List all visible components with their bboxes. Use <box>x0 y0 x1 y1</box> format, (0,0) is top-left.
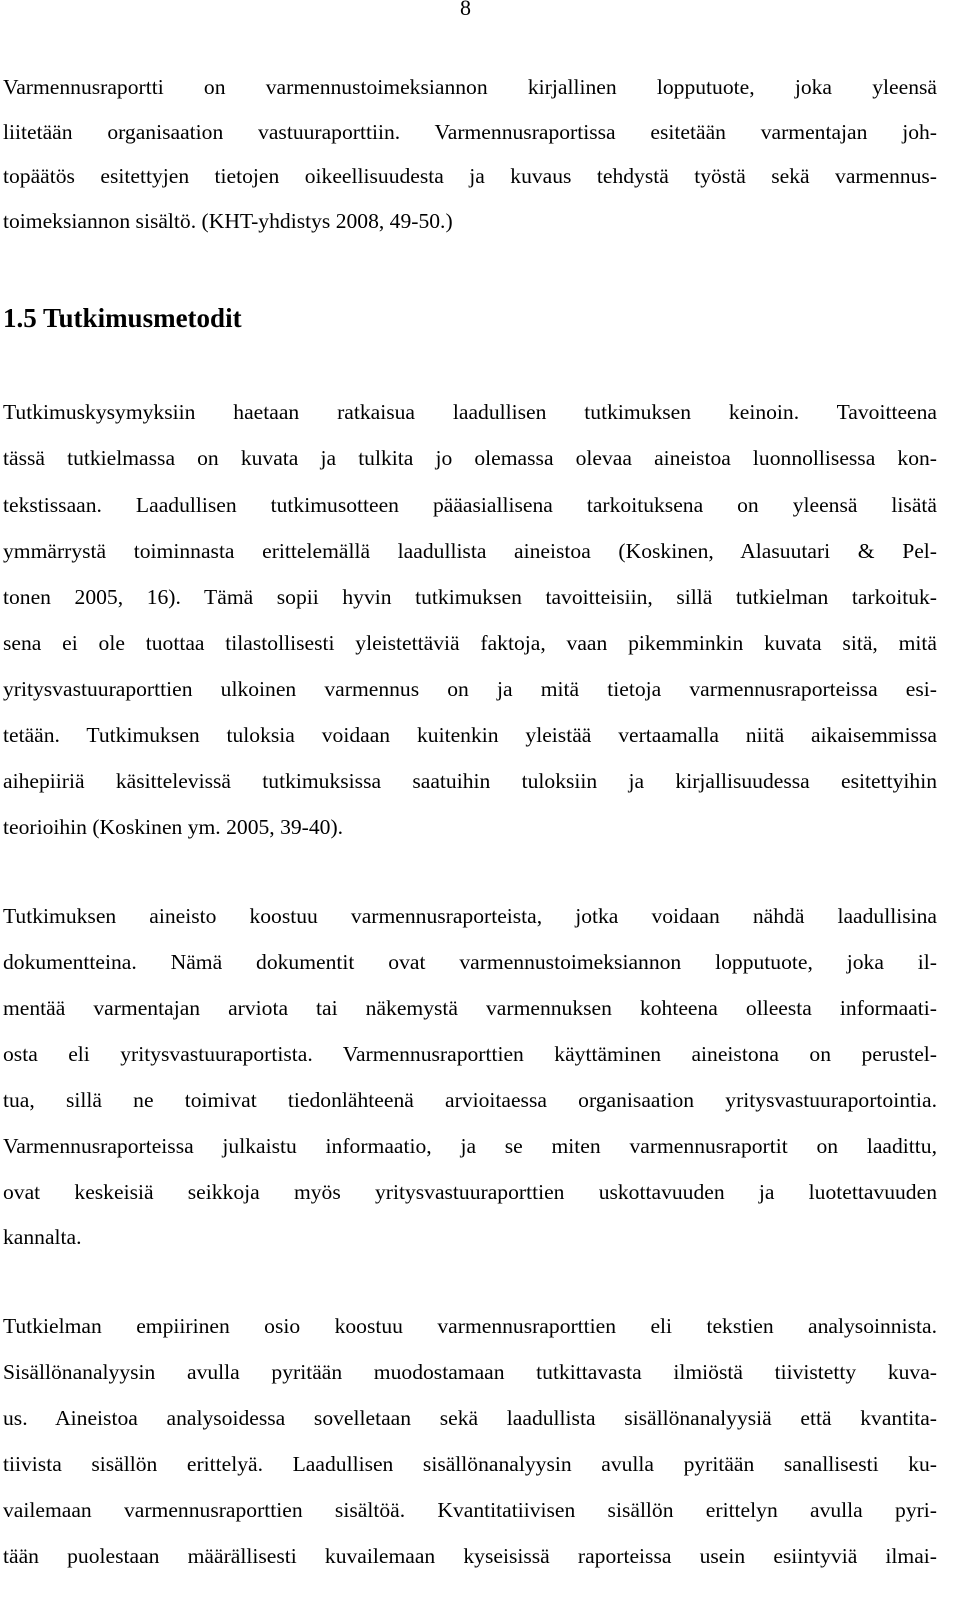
text-line: osta eli yritysvastuuraportista. Varmennusraporttien käyttäminen aineistona on perustel- <box>3 1042 937 1066</box>
text-line: vailemaan varmennusraporttien sisältöä. Kvantitatiivisen sisällön erittelyn avulla pyri- <box>3 1498 937 1522</box>
text-line: Varmennusraportti on varmennustoimeksiannon kirjallinen lopputuote, joka yleensä <box>3 75 937 99</box>
text-line: tekstissaan. Laadullisen tutkimusotteen pääasiallisena tarkoituksena on yleensä lisätä <box>3 493 937 517</box>
text-line: Sisällönanalyysin avulla pyritään muodostamaan tutkittavasta ilmiöstä tiivistetty kuva- <box>3 1360 937 1384</box>
text-line: Tutkielman empiirinen osio koostuu varmennusraporttien eli tekstien analysoinnista. <box>3 1314 937 1338</box>
text-line: Tutkimuskysymyksiin haetaan ratkaisua laadullisen tutkimuksen keinoin. Tavoitteena <box>3 400 937 424</box>
text-line: kannalta. <box>3 1225 82 1249</box>
text-line: dokumentteina. Nämä dokumentit ovat varmennustoimeksiannon lopputuote, joka il- <box>3 950 937 974</box>
text-line: tetään. Tutkimuksen tuloksia voidaan kuitenkin yleistää vertaamalla niitä aikaisemmissa <box>3 723 937 747</box>
text-line: tonen 2005, 16). Tämä sopii hyvin tutkimuksen tavoitteisiin, sillä tutkielman tarkoituk- <box>3 585 937 609</box>
page-number: 8 <box>460 0 471 20</box>
text-line: tua, sillä ne toimivat tiedonlähteenä arvioitaessa organisaation yritysvastuuraportointia. <box>3 1088 937 1112</box>
text-line: tään puolestaan määrällisesti kuvailemaan kyseisissä raporteissa usein esiintyviä ilmai- <box>3 1544 937 1568</box>
text-line: mentää varmentajan arviota tai näkemystä varmennuksen kohteena olleesta informaati- <box>3 996 937 1020</box>
text-line: Tutkimuksen aineisto koostuu varmennusraporteista, jotka voidaan nähdä laadullisina <box>3 904 937 928</box>
text-line: liitetään organisaation vastuuraporttiin. Varmennusraportissa esitetään varmentajan joh- <box>3 120 937 144</box>
text-line: topäätös esitettyjen tietojen oikeellisuudesta ja kuvaus tehdystä työstä sekä varmennus- <box>3 164 937 188</box>
text-line: us. Aineistoa analysoidessa sovelletaan sekä laadullista sisällönanalyysiä että kvantita- <box>3 1406 937 1430</box>
text-line: teorioihin (Koskinen ym. 2005, 39-40). <box>3 815 344 839</box>
text-line: aihepiiriä käsittelevissä tutkimuksissa saatuihin tuloksiin ja kirjallisuudessa esitettyihin <box>3 769 937 793</box>
text-line: sena ei ole tuottaa tilastollisesti yleistettäviä faktoja, vaan pikemminkin kuvata sitä, mitä <box>3 631 937 655</box>
text-line: ymmärrystä toiminnasta erittelemällä laadullista aineistoa (Koskinen, Alasuutari & Pel- <box>3 539 937 563</box>
section-heading: 1.5 Tutkimusmetodit <box>3 303 242 333</box>
text-line: Varmennusraporteissa julkaistu informaatio, ja se miten varmennusraportit on laadittu, <box>3 1134 937 1158</box>
text-line: toimeksiannon sisältö. (KHT-yhdistys 2008, 49-50.) <box>3 209 453 233</box>
text-line: tässä tutkielmassa on kuvata ja tulkita jo olemassa olevaa aineistoa luonnollisessa kon- <box>3 446 937 470</box>
text-line: tiivista sisällön erittelyä. Laadullisen sisällönanalyysin avulla pyritään sanallisesti ku- <box>3 1452 937 1476</box>
text-line: yritysvastuuraporttien ulkoinen varmennus on ja mitä tietoja varmennusraporteissa esi- <box>3 677 937 701</box>
text-line: ovat keskeisiä seikkoja myös yritysvastuuraporttien uskottavuuden ja luotettavuuden <box>3 1180 937 1204</box>
